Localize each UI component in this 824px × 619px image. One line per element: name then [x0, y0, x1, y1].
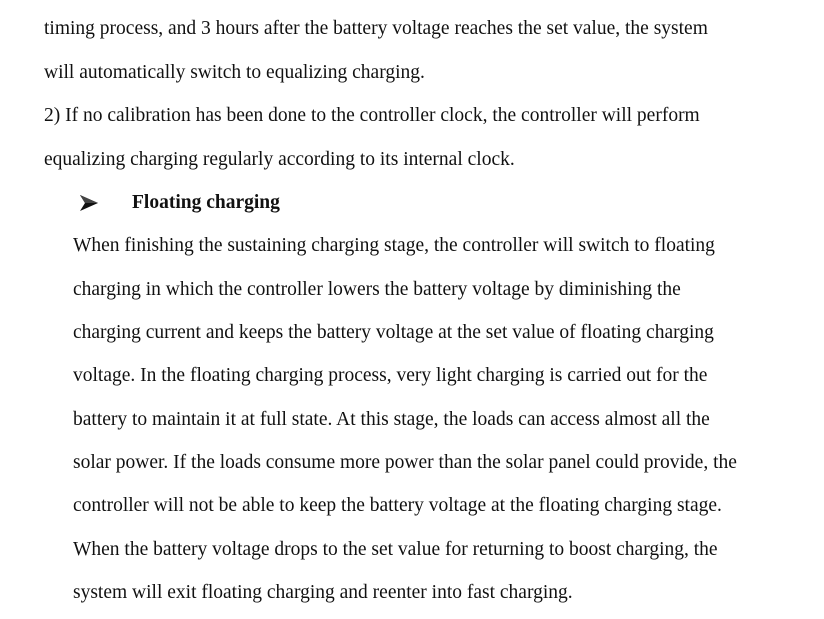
intro-line: timing process, and 3 hours after the battery voltage reaches the set value, the system: [44, 18, 708, 39]
body-line: voltage. In the floating charging process, very light charging is carried out for the: [73, 365, 708, 386]
body-line: battery to maintain it at full state. At this stage, the loads can access almost all the: [73, 409, 710, 430]
intro-line: 2) If no calibration has been done to the controller clock, the controller will perform: [44, 105, 700, 126]
intro-line: equalizing charging regularly according to its internal clock.: [44, 149, 515, 170]
body-line: charging in which the controller lowers the battery voltage by diminishing the: [73, 279, 681, 300]
body-line: When finishing the sustaining charging stage, the controller will switch to floating: [73, 235, 715, 256]
body-line: charging current and keeps the battery voltage at the set value of floating charging: [73, 322, 714, 343]
body-line: When the battery voltage drops to the set value for returning to boost charging, the: [73, 539, 718, 560]
section-heading-text: Floating charging: [132, 192, 280, 213]
body-line: controller will not be able to keep the battery voltage at the floating charging stage.: [73, 495, 722, 516]
body-line: system will exit floating charging and reenter into fast charging.: [73, 582, 573, 603]
section-heading: [78, 190, 280, 216]
arrowhead-bullet-icon: [78, 194, 100, 212]
body-line: solar power. If the loads consume more power than the solar panel could provide, the: [73, 452, 737, 473]
intro-line: will automatically switch to equalizing charging.: [44, 62, 425, 83]
